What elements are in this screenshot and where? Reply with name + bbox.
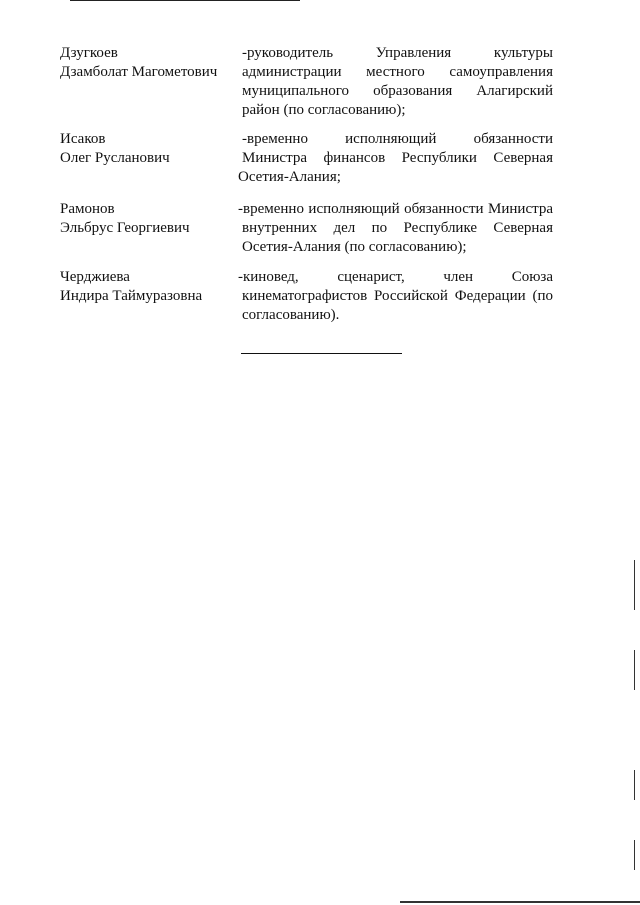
description-line: Министра финансов Республики Северная xyxy=(242,150,553,166)
member-given-names: Эльбрус Георгиевич xyxy=(60,220,190,236)
member-given-names: Дзамболат Магометович xyxy=(60,64,218,80)
member-given-names: Индира Таймуразовна xyxy=(60,288,203,304)
description-line: внутренних дел по Республике Северная xyxy=(242,220,553,236)
member-name xyxy=(60,130,235,168)
description-line: -руководитель Управления культуры xyxy=(242,45,553,61)
scan-edge-mark xyxy=(400,901,640,903)
description-line: муниципального образования Алагирский xyxy=(242,83,553,99)
member-description xyxy=(242,44,553,120)
description-line: согласованию). xyxy=(242,307,340,323)
description-line: -киновед, сценарист, член Союза xyxy=(238,269,553,285)
member-description xyxy=(238,268,553,325)
scan-edge-mark xyxy=(634,770,635,800)
member-surname: Дзугкоев xyxy=(60,45,118,61)
scan-edge-mark xyxy=(634,650,635,690)
member-name xyxy=(60,268,235,306)
scan-edge-mark xyxy=(634,560,635,610)
member-description xyxy=(238,130,553,187)
member-name xyxy=(60,44,235,82)
description-line: администрации местного самоуправления xyxy=(242,64,553,80)
member-surname: Исаков xyxy=(60,131,106,147)
scan-edge-mark xyxy=(634,840,635,870)
member-name xyxy=(60,200,235,238)
member-given-names: Олег Русланович xyxy=(60,150,170,166)
description-line: -временно исполняющий обязанности Министра xyxy=(238,201,553,217)
description-line: Осетия-Алания; xyxy=(238,169,341,185)
description-line: кинематографистов Российской Федерации (по xyxy=(242,288,553,304)
end-separator-line xyxy=(241,353,402,354)
top-edge-line xyxy=(70,0,300,1)
member-surname: Черджиева xyxy=(60,269,130,285)
description-line: район (по согласованию); xyxy=(242,102,406,118)
member-surname: Рамонов xyxy=(60,201,115,217)
description-line: Осетия-Алания (по согласованию); xyxy=(242,239,467,255)
member-description xyxy=(238,200,553,257)
description-line: -временно исполняющий обязанности xyxy=(242,131,553,147)
